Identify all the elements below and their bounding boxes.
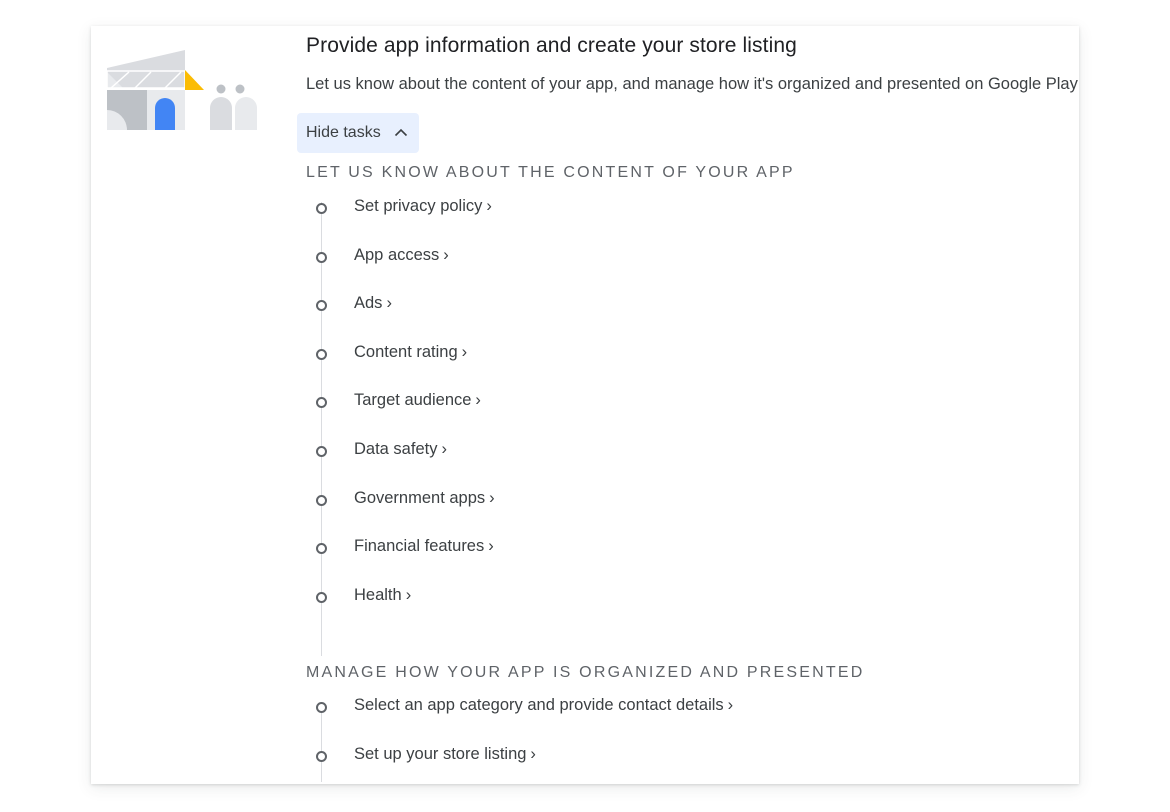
section-heading-content: LET US KNOW ABOUT THE CONTENT OF YOUR APP <box>306 164 795 181</box>
task-label: Target audience <box>354 391 472 409</box>
task-label: Health <box>354 586 402 604</box>
chevron-right-icon: › <box>443 246 449 264</box>
timeline-line <box>321 202 322 656</box>
status-circle-icon <box>316 702 327 713</box>
task-card <box>91 26 1079 784</box>
task-label: Financial features <box>354 537 485 555</box>
hide-tasks-button[interactable] <box>297 113 419 153</box>
chevron-right-icon: › <box>489 489 495 507</box>
page-subtitle: Let us know about the content of your app, and manage how it's organized and presented on Google Play <box>306 75 1078 93</box>
status-circle-icon <box>316 300 327 311</box>
task-label: App access <box>354 246 440 264</box>
chevron-right-icon: › <box>386 294 392 312</box>
status-circle-icon <box>316 495 327 506</box>
status-circle-icon <box>316 203 327 214</box>
chevron-right-icon: › <box>488 537 494 555</box>
task-label: Content rating <box>354 343 458 361</box>
chevron-right-icon: › <box>441 440 447 458</box>
timeline-line <box>321 702 322 782</box>
task-label: Ads <box>354 294 383 312</box>
status-circle-icon <box>316 592 327 603</box>
status-circle-icon <box>316 751 327 762</box>
chevron-right-icon: › <box>461 343 468 361</box>
task-label: Government apps <box>354 489 486 507</box>
chevron-right-icon: › <box>405 586 412 604</box>
task-label: Data safety <box>354 440 438 458</box>
task-label: Set up your store listing <box>354 745 527 763</box>
chevron-right-icon: › <box>486 197 492 215</box>
task-label: Set privacy policy <box>354 197 483 215</box>
section-heading-organization: MANAGE HOW YOUR APP IS ORGANIZED AND PRESENTED <box>306 664 865 681</box>
store-illustration <box>107 50 259 130</box>
task-label: Select an app category and provide contact details <box>354 696 724 714</box>
status-circle-icon <box>316 446 327 457</box>
chevron-right-icon: › <box>530 745 536 763</box>
status-circle-icon <box>316 349 327 360</box>
status-circle-icon <box>316 397 327 408</box>
status-circle-icon <box>316 543 327 554</box>
chevron-right-icon: › <box>475 391 481 409</box>
status-circle-icon <box>316 252 327 263</box>
page-title: Provide app information and create your store listing <box>306 34 797 57</box>
chevron-right-icon: › <box>727 696 734 714</box>
hide-tasks-label: Hide tasks <box>306 124 381 141</box>
chevron-up-icon <box>393 125 409 141</box>
